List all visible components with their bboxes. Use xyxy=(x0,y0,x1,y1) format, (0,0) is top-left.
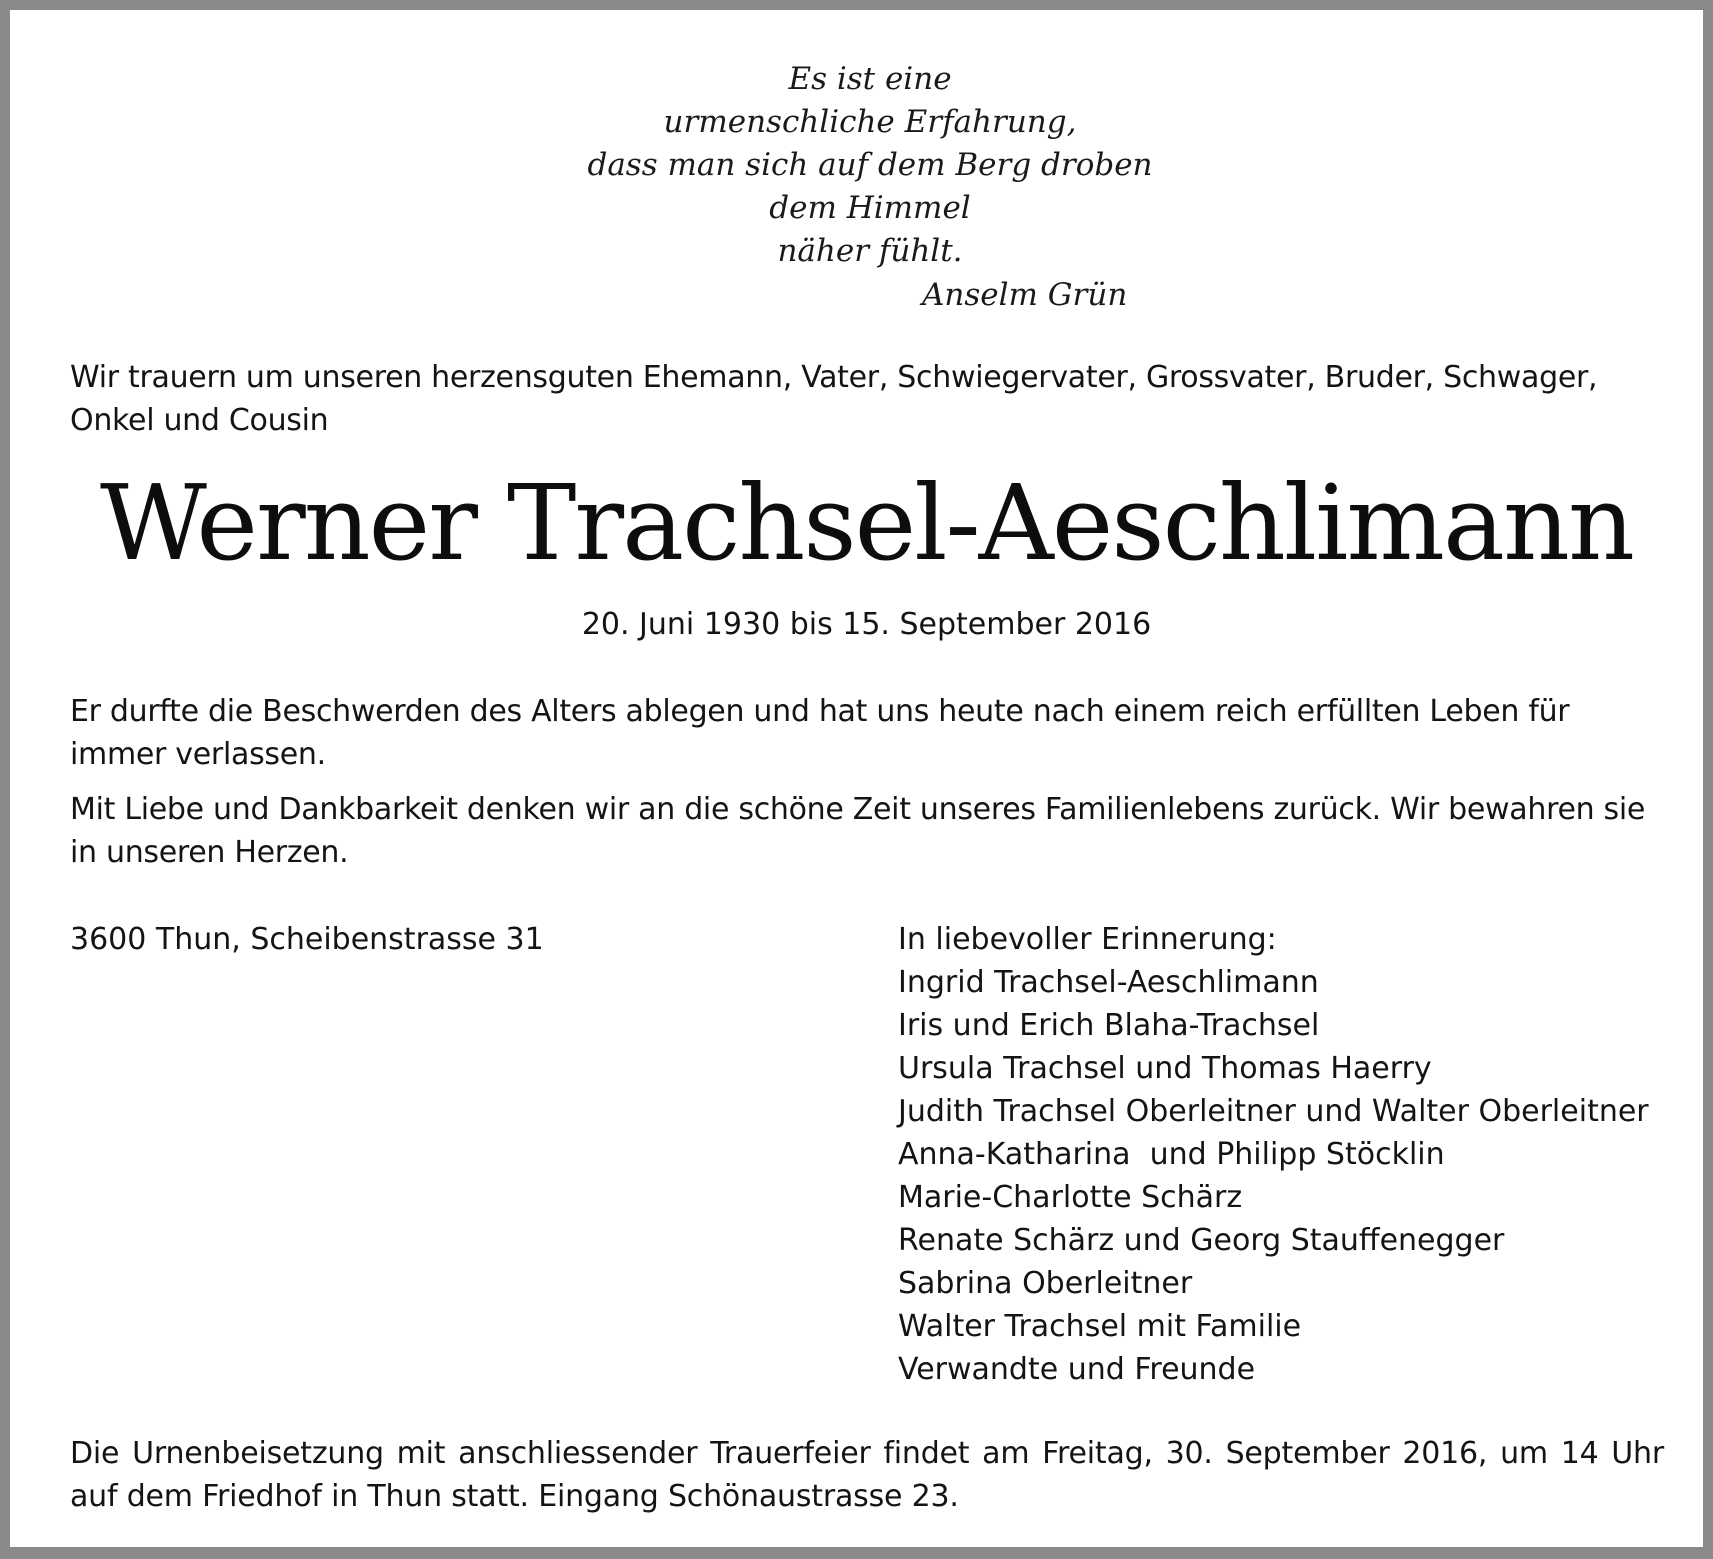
mourner-name: Sabrina Oberleitner xyxy=(898,1266,1193,1301)
motto-line: dem Himmel xyxy=(769,190,971,226)
motto-line: näher fühlt. xyxy=(777,233,963,269)
motto-author: Anselm Grün xyxy=(922,277,1128,313)
mourner-name: Ingrid Trachsel-Aeschlimann xyxy=(898,965,1319,1000)
deceased-name: Werner Trachsel-Aeschlimann xyxy=(100,462,1633,584)
motto-line: Es ist eine xyxy=(788,61,952,97)
mourner-name: Judith Trachsel Oberleitner und Walter Oberleitner xyxy=(898,1094,1649,1129)
mourner-name: Renate Schärz und Georg Stauffenegger xyxy=(898,1223,1505,1258)
paragraph-gratitude: Mit Liebe und Dankbarkeit denken wir an die schöne Zeit unseres Familienlebens zurück. Wir bewahren sie in unseren Herzen. xyxy=(70,792,1646,870)
family-address: 3600 Thun, Scheibenstrasse 31 xyxy=(70,922,544,957)
mourners-heading: In liebevoller Erinnerung: xyxy=(898,922,1277,957)
mourner-name: Verwandte und Freunde xyxy=(898,1352,1256,1387)
mourner-name: Ursula Trachsel und Thomas Haerry xyxy=(898,1051,1432,1086)
mourners-list xyxy=(898,918,1649,1391)
motto-line: dass man sich auf dem Berg droben xyxy=(587,147,1153,183)
mourner-name: Marie-Charlotte Schärz xyxy=(898,1180,1243,1215)
mourner-name: Iris und Erich Blaha-Trachsel xyxy=(898,1008,1320,1043)
burial-notice: Die Urnenbeisetzung mit anschliessender Trauerfeier findet am Freitag, 30. September 2016, um 14 Uhr auf dem Friedhof in Thun statt. Eingang Schönaustrasse 23. xyxy=(70,1436,1664,1514)
motto-line: urmenschliche Erfahrung, xyxy=(663,104,1077,140)
life-dates: 20. Juni 1930 bis 15. September 2016 xyxy=(581,607,1152,642)
paragraph-farewell: Er durfte die Beschwerden des Alters ablegen und hat uns heute nach einem reich erfüllten Leben für immer verlassen. xyxy=(70,694,1570,772)
intro-text: Wir trauern um unseren herzensguten Ehemann, Vater, Schwiegervater, Grossvater, Bruder, Schwager, Onkel und Cousin xyxy=(70,360,1598,438)
mourner-name: Walter Trachsel mit Familie xyxy=(898,1309,1302,1344)
motto-quote xyxy=(570,58,1170,273)
mourner-name: Anna-Katharina und Philipp Stöcklin xyxy=(898,1137,1445,1172)
